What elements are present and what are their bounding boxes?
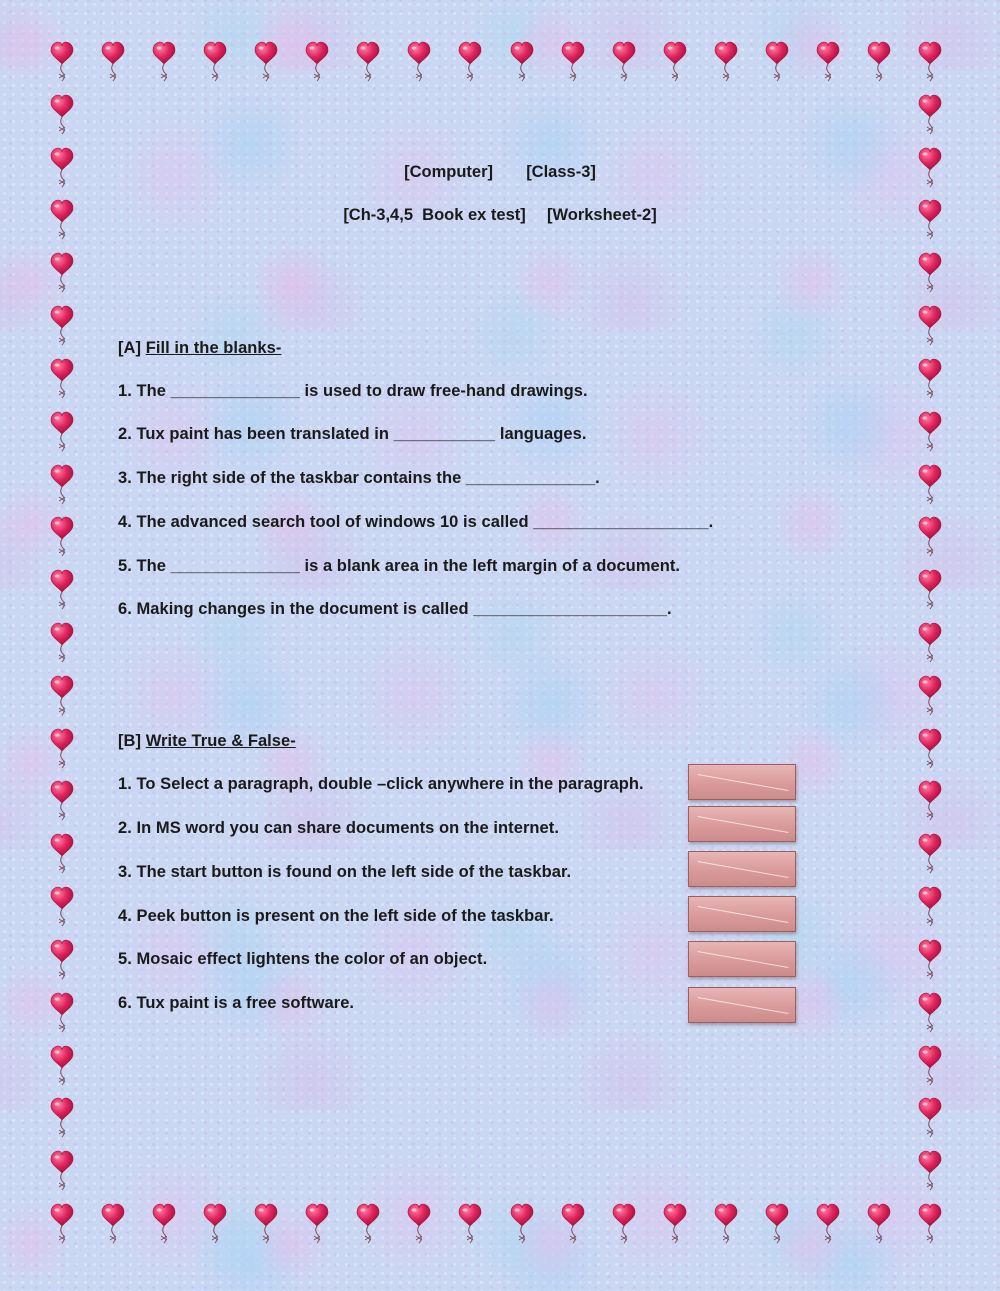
worksheet-label: [Worksheet-2] <box>546 206 657 224</box>
true-false-question <box>118 819 559 838</box>
question-text-after: . <box>595 469 600 487</box>
question-text-before: The advanced search tool of windows 10 is called <box>136 513 529 531</box>
question-text-before: Tux paint has been translated in <box>136 425 390 443</box>
question-text-after: . <box>667 600 672 618</box>
blank-field[interactable]: ___________________ <box>533 513 709 531</box>
title-line-2 <box>0 206 1000 225</box>
question-number: 2. <box>118 425 132 443</box>
answer-box[interactable] <box>688 806 796 842</box>
fill-blank-question <box>118 469 600 488</box>
section-a-title: Fill in the blanks- <box>145 339 282 357</box>
question-text: Mosaic effect lightens the color of an object. <box>136 950 488 968</box>
true-false-question <box>118 950 487 969</box>
answer-box[interactable] <box>688 896 796 932</box>
true-false-question <box>118 907 554 926</box>
question-number: 3. <box>118 863 132 881</box>
question-number: 1. <box>118 775 132 793</box>
fill-blank-question <box>118 513 713 532</box>
chapters-label: [Ch-3,4,5 Book ex test] <box>343 206 526 224</box>
question-number: 3. <box>118 469 132 487</box>
question-text-before: The <box>136 382 166 400</box>
section-b-prefix: [B] <box>118 732 142 750</box>
fill-blank-question <box>118 600 672 619</box>
question-number: 5. <box>118 950 132 968</box>
answer-box[interactable] <box>688 941 796 977</box>
blank-field[interactable]: ______________ <box>170 557 300 575</box>
question-text-after: languages. <box>499 425 587 443</box>
question-text-after: . <box>708 513 714 531</box>
question-number: 6. <box>118 600 132 618</box>
fill-blank-question <box>118 382 588 401</box>
question-number: 2. <box>118 819 132 837</box>
blank-field[interactable]: ______________ <box>465 469 596 487</box>
blank-field[interactable]: ___________ <box>393 425 496 443</box>
question-text: To Select a paragraph, double –click anywhere in the paragraph. <box>136 775 644 793</box>
true-false-question <box>118 994 354 1013</box>
question-text-before: Making changes in the document is called <box>136 600 469 618</box>
question-number: 5. <box>118 557 132 575</box>
question-text-before: The <box>136 557 166 575</box>
fill-blank-question <box>118 425 587 444</box>
question-text: In MS word you can share documents on the internet. <box>136 819 559 837</box>
question-text-after: is a blank area in the left margin of a document. <box>304 557 681 575</box>
question-text-before: The right side of the taskbar contains the <box>136 469 462 487</box>
section-a-prefix: [A] <box>118 339 142 357</box>
question-text: The start button is found on the left side of the taskbar. <box>136 863 572 881</box>
question-number: 6. <box>118 994 132 1012</box>
section-b-title: Write True & False- <box>145 732 296 750</box>
class-label: [Class-3] <box>526 163 596 181</box>
true-false-question <box>118 863 571 882</box>
answer-box[interactable] <box>688 851 796 887</box>
blank-field[interactable]: _____________________ <box>473 600 667 618</box>
subject-label: [Computer] <box>404 163 493 181</box>
answer-box[interactable] <box>688 987 796 1023</box>
question-number: 4. <box>118 907 132 925</box>
question-text: Tux paint is a free software. <box>136 994 355 1012</box>
question-text-after: is used to draw free-hand drawings. <box>304 382 588 400</box>
question-number: 4. <box>118 513 132 531</box>
fill-blank-question <box>118 557 680 576</box>
question-text: Peek button is present on the left side of the taskbar. <box>136 907 554 925</box>
question-number: 1. <box>118 382 132 400</box>
true-false-question <box>118 775 644 794</box>
answer-box[interactable] <box>688 764 796 800</box>
blank-field[interactable]: ______________ <box>170 382 300 400</box>
title-line-1 <box>0 163 1000 182</box>
section-b-heading <box>118 732 296 751</box>
section-a-heading <box>118 339 281 358</box>
